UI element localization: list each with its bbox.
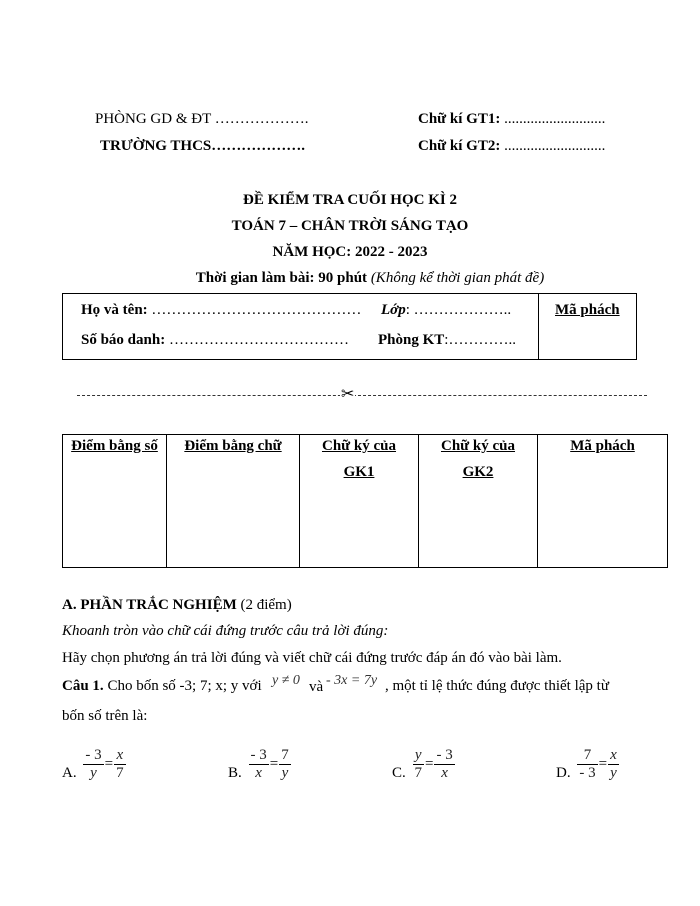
option-a-left-denominator: y <box>90 765 97 781</box>
option-a-equals: = <box>104 756 114 772</box>
option-a-left-fraction <box>83 747 103 782</box>
gk2-signature-cell <box>419 435 538 568</box>
supervisor2-signature <box>418 138 605 155</box>
option-c-left-fraction <box>413 747 425 782</box>
option-b-right-numerator: 7 <box>281 747 289 763</box>
class-label: Lớp <box>381 302 406 318</box>
question-1-text-a: Cho bốn số -3; 7; x; y với <box>103 678 262 694</box>
exam-room-field[interactable] <box>378 332 516 349</box>
gk2-header-line2: GK2 <box>462 464 494 480</box>
instruction-text: Hãy chọn phương án trả lời đúng và viết chữ cái đứng trước đáp án đó vào bài làm. <box>62 650 562 666</box>
option-c-right-fraction <box>434 747 454 782</box>
option-b-equals: = <box>269 756 279 772</box>
student-info-box <box>62 293 637 360</box>
option-a-right-denominator: 7 <box>116 765 124 781</box>
supervisor2-label: Chữ kí GT2: <box>418 138 501 154</box>
option-c-right-denominator: x <box>441 765 448 781</box>
score-number-header: Điểm bằng số <box>71 438 158 454</box>
supervisor1-signature <box>418 111 605 128</box>
score-table <box>62 434 668 568</box>
student-id-field[interactable] <box>81 332 349 349</box>
score-number-cell <box>63 435 167 568</box>
gk1-header-line2: GK1 <box>343 464 375 480</box>
header-department: PHÒNG GD & ĐT ………………. <box>95 111 309 127</box>
option-d-left-fraction <box>577 747 597 782</box>
option-d-left-denominator: - 3 <box>579 765 596 781</box>
option-d-right-denominator: y <box>610 765 617 781</box>
gk2-header-line1: Chữ ký của <box>440 438 516 454</box>
option-c-letter: C. <box>392 765 406 781</box>
supervisor2-dots: ........................... <box>500 138 606 154</box>
scissors-icon: ✂ <box>341 384 355 403</box>
option-b[interactable] <box>228 735 291 782</box>
student-id-label: Số báo danh: <box>81 332 166 348</box>
exam-subject: TOÁN 7 – CHÂN TRỜI SÁNG TẠO <box>231 218 469 234</box>
section-a-title: A. PHẦN TRẮC NGHIỆM <box>62 597 237 613</box>
score-words-cell <box>167 435 300 568</box>
option-c-left-numerator: y <box>413 747 425 765</box>
school-year: NĂM HỌC: 2022 - 2023 <box>272 244 428 260</box>
option-a-right-fraction <box>114 747 126 782</box>
option-c[interactable] <box>392 735 455 782</box>
option-b-letter: B. <box>228 765 242 781</box>
student-name-dots: …………………………………… <box>147 302 362 318</box>
class-field[interactable] <box>381 302 511 319</box>
supervisor1-label: Chữ kí GT1: <box>418 111 501 127</box>
question-1-and: và <box>309 679 324 695</box>
option-c-right-numerator: - 3 <box>436 747 453 763</box>
option-b-left-fraction <box>249 747 269 782</box>
option-d-letter: D. <box>556 765 571 781</box>
question-1-label: Câu 1. <box>62 678 104 694</box>
option-a-left-numerator: - 3 <box>85 747 102 763</box>
gk1-header-line1: Chữ ký của <box>321 438 397 454</box>
question-1-text-b: , một tỉ lệ thức đúng được thiết lập từ <box>385 678 609 694</box>
supervisor1-dots: ........................... <box>500 111 606 127</box>
gk1-signature-cell <box>300 435 419 568</box>
option-d-equals: = <box>598 756 608 772</box>
section-a-points: (2 điểm) <box>236 597 292 613</box>
exam-time <box>0 270 700 287</box>
exam-time-note: (Không kể thời gian phát đề) <box>370 270 545 286</box>
exam-title: ĐỀ KIỂM TRA CUỐI HỌC KÌ 2 <box>243 192 457 208</box>
question-1-line1 <box>62 678 262 695</box>
ma-phach-cell <box>538 435 668 568</box>
option-a-letter: A. <box>62 765 77 781</box>
option-c-equals: = <box>425 756 434 772</box>
condition-equation: - 3x = 7y <box>326 673 378 688</box>
info-box-divider <box>538 294 539 359</box>
student-name-label: Họ và tên: <box>81 302 148 318</box>
option-d-right-numerator: x <box>610 747 617 763</box>
ma-phach-header: Mã phách <box>570 438 635 454</box>
option-b-left-denominator: x <box>255 765 262 781</box>
option-b-left-numerator: - 3 <box>250 747 267 763</box>
exam-time-label: Thời gian làm bài: 90 phút <box>195 270 371 286</box>
score-words-header: Điểm bằng chữ <box>184 438 282 454</box>
header-school: TRƯỜNG THCS………………. <box>100 138 306 154</box>
section-a-heading <box>62 597 292 614</box>
class-dots: : ……………….. <box>405 302 512 318</box>
exam-room-label: Phòng KT <box>378 332 445 348</box>
option-d[interactable] <box>556 735 619 782</box>
student-id-dots: ……………………………… <box>165 332 349 348</box>
cut-line <box>77 395 647 396</box>
option-d-left-numerator: 7 <box>577 747 597 765</box>
condition-y-nonzero: y ≠ 0 <box>272 673 300 688</box>
exam-room-dots: :………….. <box>444 332 516 348</box>
option-d-right-fraction <box>608 747 619 782</box>
question-1-line2: bốn số trên là: <box>62 708 148 724</box>
option-b-right-denominator: y <box>281 765 289 781</box>
ma-phach-label-top: Mã phách <box>555 302 620 318</box>
student-name-field[interactable] <box>81 302 361 319</box>
option-a-right-numerator: x <box>114 747 126 765</box>
option-c-left-denominator: 7 <box>414 765 423 781</box>
instruction-italic: Khoanh tròn vào chữ cái đứng trước câu trả lời đúng: <box>62 623 389 639</box>
option-b-right-fraction <box>279 747 291 782</box>
option-a[interactable] <box>62 735 126 782</box>
